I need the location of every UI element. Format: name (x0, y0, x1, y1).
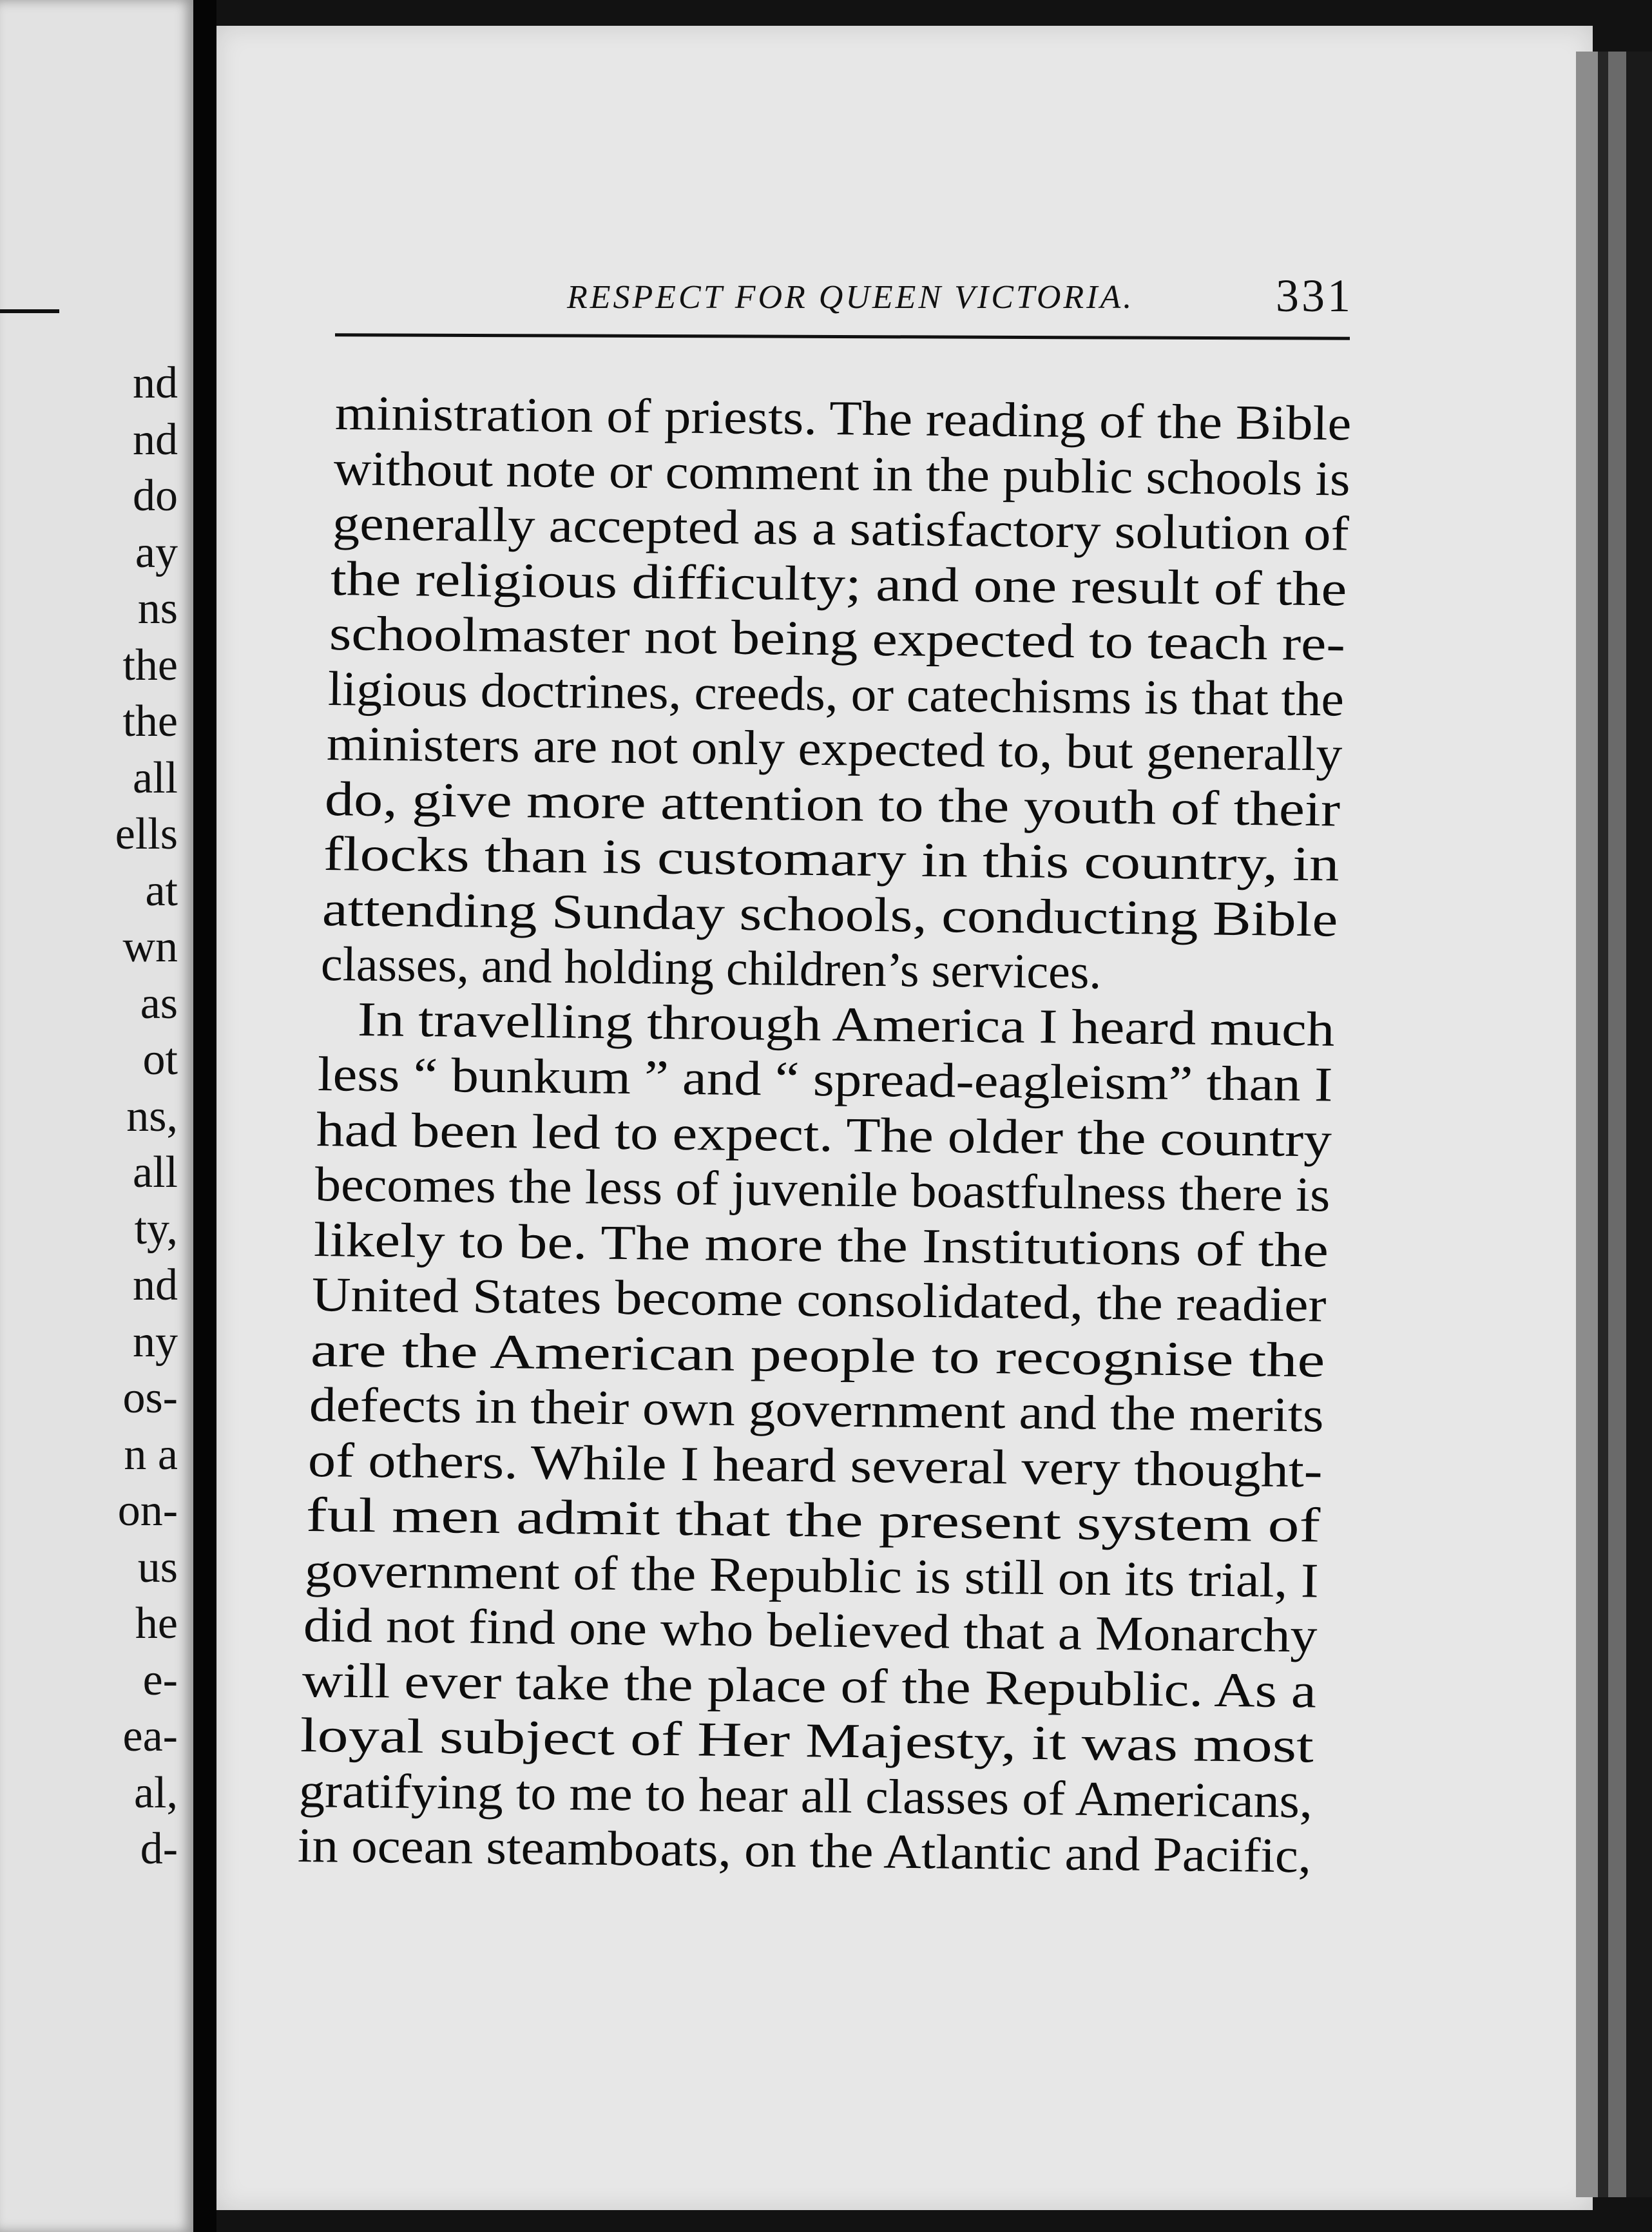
facing-page-line: as (140, 978, 178, 1028)
facing-page-line: on- (117, 1486, 178, 1535)
body-line: do, give more attention to the youth of their (324, 771, 1341, 837)
body-line: likely to be. The more the Institutions of the (313, 1212, 1329, 1277)
facing-page-line: wn (122, 922, 178, 972)
facing-page-line: ns (137, 584, 178, 633)
facing-page-rule (0, 309, 59, 313)
facing-page-line: ot (142, 1035, 178, 1084)
body-line: schoolmaster not being expected to teach re- (329, 606, 1346, 671)
facing-page-line: n a (124, 1429, 178, 1479)
body-line: the religious difficulty; and one result of the (330, 551, 1347, 617)
body-line: government of the Republic is still on its trial, I (304, 1543, 1320, 1608)
body-line: becomes the less of juvenile boastfulness there is (314, 1157, 1330, 1222)
facing-page-line: ea- (122, 1711, 178, 1761)
body-line: flocks than is customary in this country, in (323, 827, 1340, 892)
running-head (348, 270, 1353, 323)
body-line: United States become consolidated, the readier (311, 1267, 1327, 1332)
body-line: without note or comment in the public schools is (333, 441, 1350, 506)
facing-page-line: e- (142, 1655, 178, 1705)
page-number: 331 (1276, 270, 1353, 322)
facing-page-line: at (145, 865, 178, 916)
body-line: gratifying to me to hear all classes of Americans, (298, 1763, 1313, 1828)
body-line: did not find one who believed that a Monarchy (303, 1598, 1318, 1663)
body-line: classes, and holding children’s services. (320, 937, 1102, 999)
facing-page-left (0, 0, 193, 2232)
facing-page-line: al, (133, 1767, 178, 1818)
facing-page-line: the (122, 697, 178, 746)
book-gutter (193, 0, 216, 2232)
facing-page-line: ells (115, 809, 178, 859)
body-line: had been led to expect. The older the country (316, 1102, 1332, 1168)
body-line: of others. While I heard several very thought- (307, 1432, 1323, 1497)
facing-page-line: us (137, 1542, 178, 1592)
facing-page-line: nd (133, 414, 178, 465)
body-line: generally accepted as a satisfactory solution of (332, 496, 1349, 561)
facing-page-line: he (135, 1599, 178, 1648)
facing-page-line: ty, (134, 1204, 178, 1254)
page-edges (1576, 52, 1598, 2197)
facing-page-line: nd (133, 358, 178, 408)
background-edge (1626, 52, 1652, 2197)
page-edges-shadow (1598, 52, 1608, 2197)
facing-page-line: os- (122, 1373, 178, 1423)
facing-page-line: ny (133, 1316, 178, 1367)
body-line: are the American people to recognise the (310, 1322, 1325, 1387)
body-line: will ever take the place of the Republic. As a (302, 1653, 1316, 1718)
facing-page-line: d- (140, 1824, 178, 1874)
facing-page-line: nd (133, 1260, 178, 1310)
facing-page-line: all (133, 1148, 178, 1197)
body-line: less “ bunkum ” and “ spread-eagleism” than I (317, 1047, 1333, 1112)
body-line: ministers are not only expected to, but generally (326, 717, 1343, 782)
body-line: in ocean steamboats, on the Atlantic and Pacific, (297, 1818, 1312, 1883)
body-line: ligious doctrines, creeds, or catechisms is that the (327, 661, 1345, 727)
facing-page-line: ay (135, 527, 178, 577)
facing-page-line: all (133, 753, 178, 803)
body-line: loyal subject of Her Majesty, it was most (300, 1708, 1314, 1773)
body-line: attending Sunday schools, conducting Bible (322, 881, 1338, 947)
facing-page-line: the (122, 640, 178, 690)
page-edges-outer (1608, 52, 1626, 2197)
body-line: In travelling through America I heard much (358, 992, 1336, 1057)
facing-page-line: ns, (126, 1091, 178, 1141)
body-line: defects in their own government and the merits (309, 1378, 1324, 1443)
body-line: ful men admit that the present system of (305, 1488, 1321, 1553)
running-head-title: RESPECT FOR QUEEN VICTORIA. (567, 279, 1135, 316)
body-line: ministration of priests. The reading of the Bible (334, 386, 1352, 451)
facing-page-line: do (133, 471, 178, 521)
